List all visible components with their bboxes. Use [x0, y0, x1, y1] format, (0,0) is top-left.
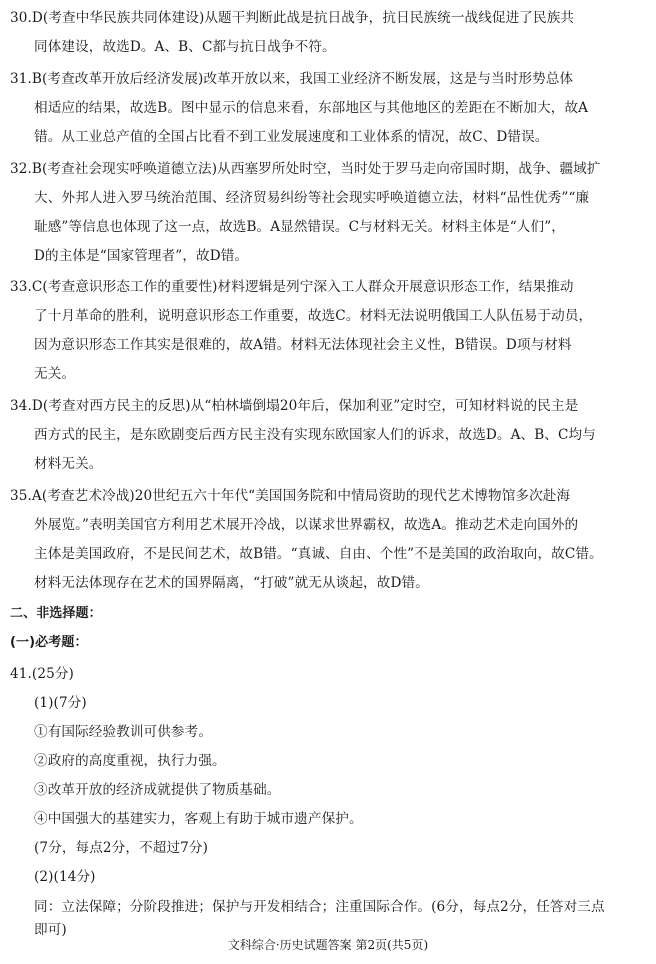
answer-32-line-1: 32.B(考查社会现实呼唤道德立法)从西塞罗所处时空，当时处于罗马走向帝国时期，战争、疆域扩 [10, 161, 601, 177]
answer-41-part-2-line-1: 同：立法保障；分阶段推进；保护与开发相结合；注重国际合作。(6分，每点2分，任答对三点 [34, 899, 605, 915]
answer-30-line-1: 30.D(考查中华民族共同体建设)从题干判断此战是抗日战争，抗日民族统一战线促进了民族共 [10, 10, 575, 26]
answer-32-line-4: D的主体是“国家管理者”，故D错。 [34, 248, 249, 264]
answer-33-line-2: 了十月革命的胜利，说明意识形态工作重要，故选C。材料无法说明俄国工人队伍易于动员， [34, 308, 593, 324]
answer-33-line-1: 33.C(考查意识形态工作的重要性)材料逻辑是列宁深入工人群众开展意识形态工作，结果推动 [10, 279, 574, 295]
answer-34-line-1: 34.D(考查对西方民主的反思)从“柏林墙倒塌20年后，保加利亚”定时空，可知材料说的民主是 [10, 398, 579, 414]
answer-33-line-4: 无关。 [34, 366, 76, 382]
page-footer: 文科综合·历史试题答案 第2页(共5页) [227, 938, 429, 952]
answer-34-line-3: 材料无关。 [34, 456, 103, 472]
answer-30-line-2: 同体建设，故选D。A、B、C都与抗日战争不符。 [34, 39, 336, 55]
subsection-heading-required: (一)必考题： [10, 635, 88, 650]
answer-35-line-3: 主体是美国政府，不是民间艺术，故B错。“真诚、自由、个性”不是美国的政治取向，故C错。 [34, 546, 603, 562]
answer-35-line-2: 外展览。”表明美国官方利用艺术展开冷战，以谋求世界霸权，故选A。推动艺术走向国外的 [34, 517, 579, 533]
answer-32-line-2: 大、外邦人进入罗马统治范围、经济贸易纠纷等社会现实呼唤道德立法，材料“品性优秀”“廉 [34, 190, 590, 206]
answer-32-line-3: 耻感”等信息也体现了这一点，故选B。A显然错误。C与材料无关。材料主体是“人们”， [34, 219, 565, 235]
answer-41-part-1-heading: (1)(7分) [34, 695, 87, 711]
answer-35-line-4: 材料无法体现存在艺术的国界隔离，“打破”就无从谈起，故D错。 [34, 575, 429, 591]
answer-34-line-2: 西方式的民主，是东欧剧变后西方民主没有实现东欧国家人们的诉求，故选D。A、B、C均与 [34, 427, 596, 443]
answer-33-line-3: 因为意识形态工作其实是很难的，故A错。材料无法体现社会主义性，B错误。D项与材料 [34, 337, 572, 353]
answer-41-point-1: ①有国际经验教训可供参考。 [34, 724, 213, 740]
answer-31-line-1: 31.B(考查改革开放后经济发展)改革开放以来，我国工业经济不断发展，这是与当时形势总体 [10, 71, 574, 87]
answer-41-point-2: ②政府的高度重视，执行力强。 [34, 753, 226, 769]
answer-35-line-1: 35.A(考查艺术冷战)20世纪五六十年代“美国国务院和中情局资助的现代艺术博物馆多次赴海 [10, 488, 571, 504]
answer-41-point-3: ③改革开放的经济成就提供了物质基础。 [34, 782, 281, 798]
answer-31-line-2: 相适应的结果，故选B。图中显示的信息来看，东部地区与其他地区的差距在不断加大，故A [34, 100, 589, 116]
answer-41-part-2-line-2: 即可) [34, 922, 67, 938]
answer-31-line-3: 错。从工业总产值的全国占比看不到工业发展速度和工业体系的情况，故C、D错误。 [34, 129, 549, 145]
answer-41-heading: 41.(25分) [10, 666, 74, 682]
answer-41-point-4: ④中国强大的基建实力，客观上有助于城市遗产保护。 [34, 811, 363, 827]
answer-41-part-2-heading: (2)(14分) [34, 869, 96, 885]
section-heading-non-choice: 二、非选择题： [10, 606, 102, 621]
answer-41-part-1-scoring: (7分，每点2分，不超过7分) [34, 840, 208, 856]
